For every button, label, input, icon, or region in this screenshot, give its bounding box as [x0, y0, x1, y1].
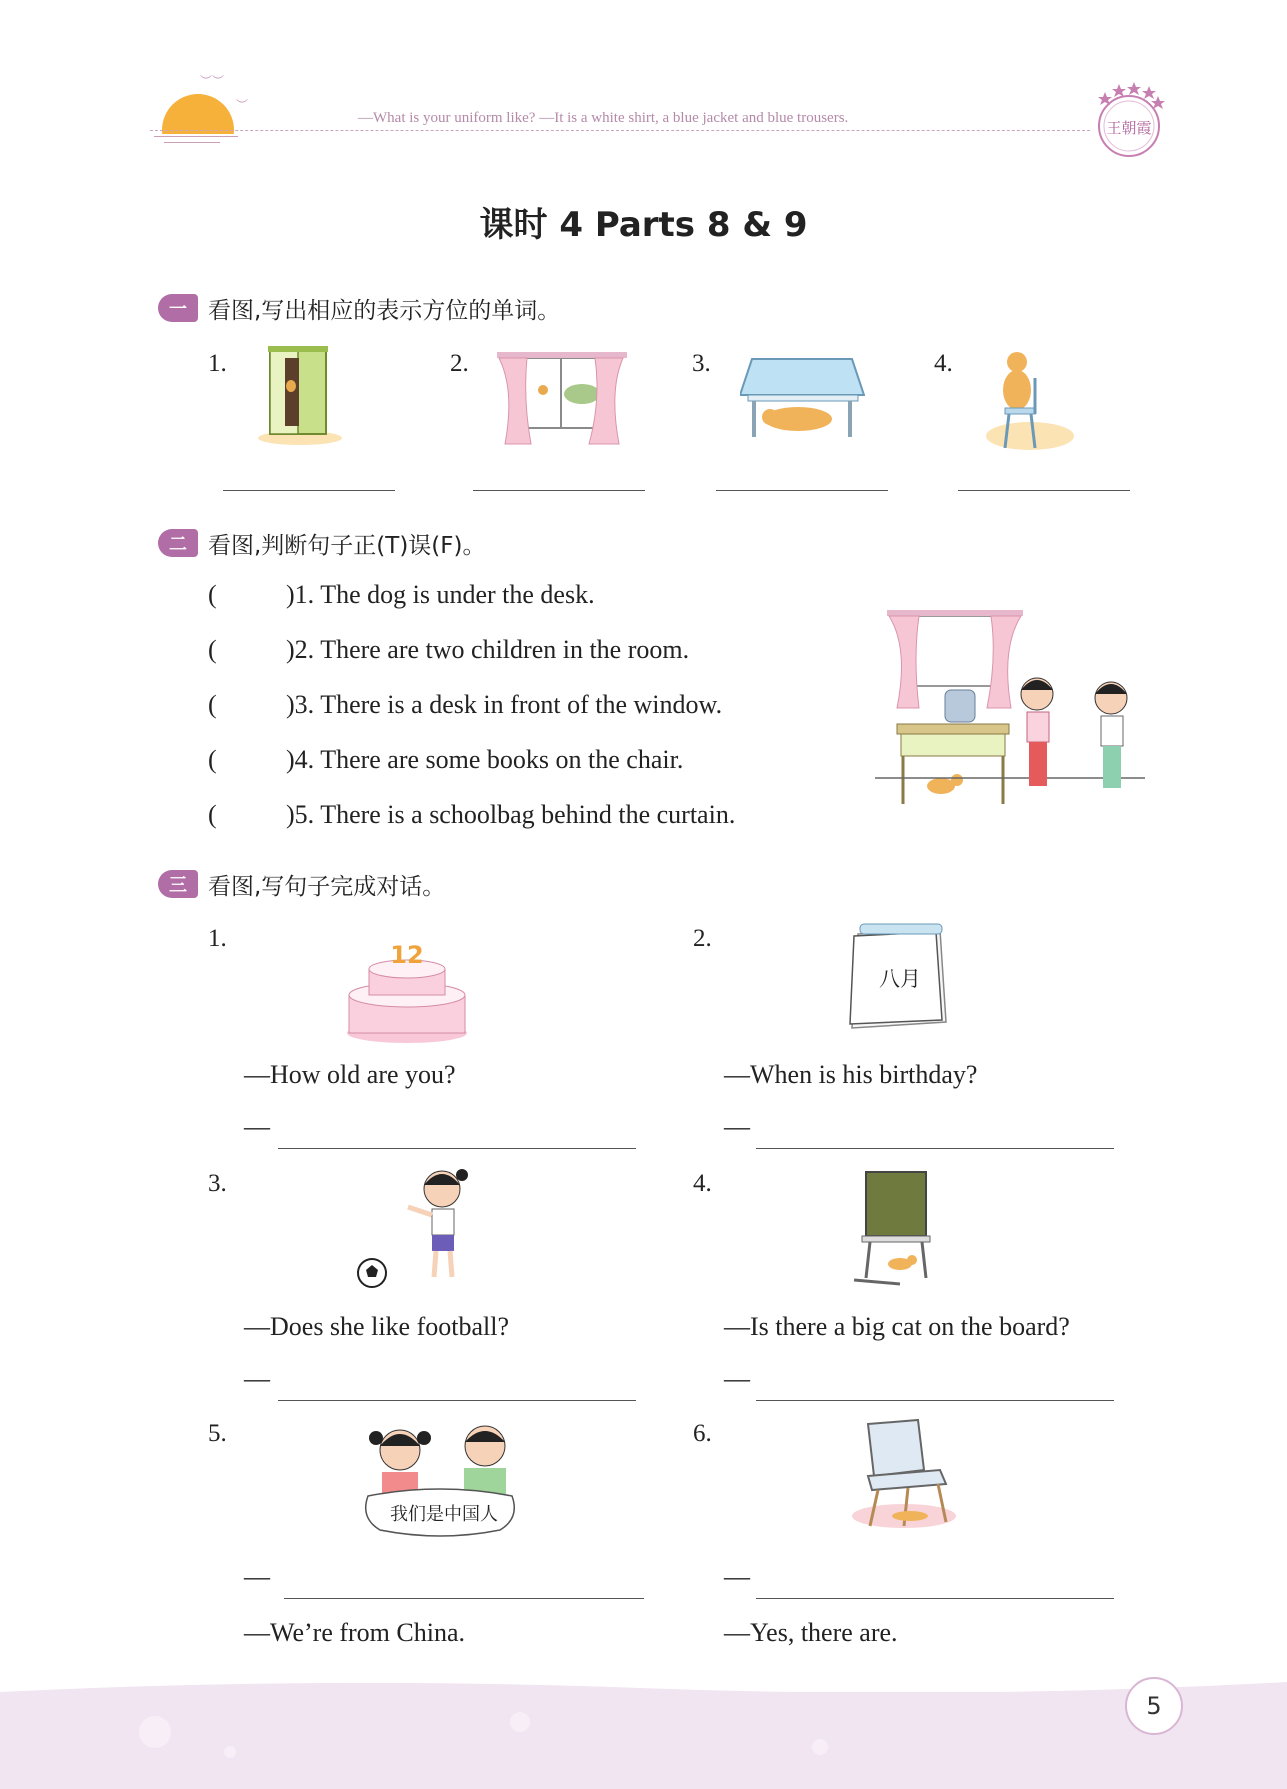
answer-line[interactable] [716, 490, 888, 491]
item-number: 1. [208, 925, 227, 952]
chinese-children-icon [360, 1418, 520, 1543]
question-dash: — [244, 1562, 270, 1591]
tf-statement [208, 690, 722, 720]
section-instruction: 看图,判断句子正(T)误(F)。 [208, 532, 486, 559]
item-number: 4. [934, 350, 953, 377]
tiger-chair-icon [985, 348, 1080, 453]
answer-line[interactable] [756, 1598, 1114, 1599]
publisher-logo-icon [1090, 78, 1168, 164]
tf-statement [208, 745, 683, 775]
section-1-heading [158, 292, 560, 324]
item-number: 3. [692, 350, 711, 377]
table-tiger-icon [740, 355, 865, 440]
cake-number: 12 [390, 941, 424, 969]
answer-line[interactable] [756, 1400, 1114, 1401]
room-scene-icon [875, 608, 1145, 808]
statement-text: )1. The dog is under the desk. [286, 580, 595, 609]
footer-band [0, 1692, 1287, 1789]
item-number: 2. [450, 350, 469, 377]
header-rule [150, 130, 1090, 131]
header-tagline: —What is your uniform like? —It is a white shirt, a blue jacket and blue trousers. [358, 110, 849, 126]
answer-text: —Yes, there are. [724, 1618, 898, 1647]
statement-text: )4. There are some books on the chair. [286, 745, 684, 774]
answer-line[interactable] [756, 1148, 1114, 1149]
calendar-month: 八月 [879, 967, 921, 991]
answer-dash: — [244, 1112, 270, 1141]
page-title: 课时 4 Parts 8 & 9 [479, 205, 808, 245]
item-number: 5. [208, 1420, 227, 1447]
answer-line[interactable] [473, 490, 645, 491]
board-cat-icon [850, 1168, 940, 1288]
page-number: 5 [1125, 1677, 1183, 1735]
section-3-heading [158, 868, 445, 900]
footer-bubbles [0, 1692, 1287, 1789]
page-header [150, 70, 1170, 160]
answer-line[interactable] [223, 490, 395, 491]
item-number: 3. [208, 1170, 227, 1197]
question-dash: — [724, 1562, 750, 1591]
answer-dash: — [244, 1364, 270, 1393]
girl-football-icon [352, 1165, 482, 1290]
calendar-icon [848, 922, 953, 1037]
answer-line[interactable] [278, 1400, 636, 1401]
answer-bracket[interactable]: ( [208, 690, 217, 719]
speech-bubble-text: 我们是中国人 [390, 1504, 498, 1525]
answer-bracket[interactable]: ( [208, 745, 217, 774]
birthday-cake-icon [345, 935, 470, 1045]
answer-text: —We’re from China. [244, 1618, 465, 1647]
section-2-heading [158, 527, 485, 559]
curtain-window-icon [497, 350, 627, 450]
question-text: —Does she like football? [244, 1312, 509, 1341]
answer-line[interactable] [284, 1598, 644, 1599]
item-number: 2. [693, 925, 712, 952]
answer-line[interactable] [958, 490, 1130, 491]
bird-icon: ︶︶ [200, 74, 225, 88]
answer-line[interactable] [278, 1148, 636, 1149]
section-badge: 三 [158, 870, 198, 898]
question-text: —Is there a big cat on the board? [724, 1312, 1070, 1341]
tf-statement [208, 800, 735, 830]
bird-icon: ︶ [236, 98, 249, 112]
tf-statement [208, 635, 689, 665]
chair-icon [848, 1418, 960, 1533]
horizon-lines [150, 136, 240, 148]
statement-text: )5. There is a schoolbag behind the curtain. [286, 800, 736, 829]
answer-bracket[interactable]: ( [208, 580, 217, 609]
item-number: 1. [208, 350, 227, 377]
wardrobe-tiger-icon [255, 342, 345, 447]
sun-icon [160, 94, 236, 134]
section-instruction: 看图,写出相应的表示方位的单词。 [208, 297, 561, 324]
item-number: 6. [693, 1420, 712, 1447]
question-text: —How old are you? [244, 1060, 456, 1089]
tf-statement [208, 580, 595, 610]
statement-text: )3. There is a desk in front of the window. [286, 690, 723, 719]
item-number: 4. [693, 1170, 712, 1197]
answer-bracket[interactable]: ( [208, 635, 217, 664]
answer-dash: — [724, 1112, 750, 1141]
question-text: —When is his birthday? [724, 1060, 978, 1089]
answer-dash: — [724, 1364, 750, 1393]
section-badge: 二 [158, 529, 198, 557]
section-instruction: 看图,写句子完成对话。 [208, 873, 446, 900]
statement-text: )2. There are two children in the room. [286, 635, 690, 664]
answer-bracket[interactable]: ( [208, 800, 217, 829]
logo-text: 王朝霞 [1106, 119, 1152, 137]
section-badge: 一 [158, 294, 198, 322]
